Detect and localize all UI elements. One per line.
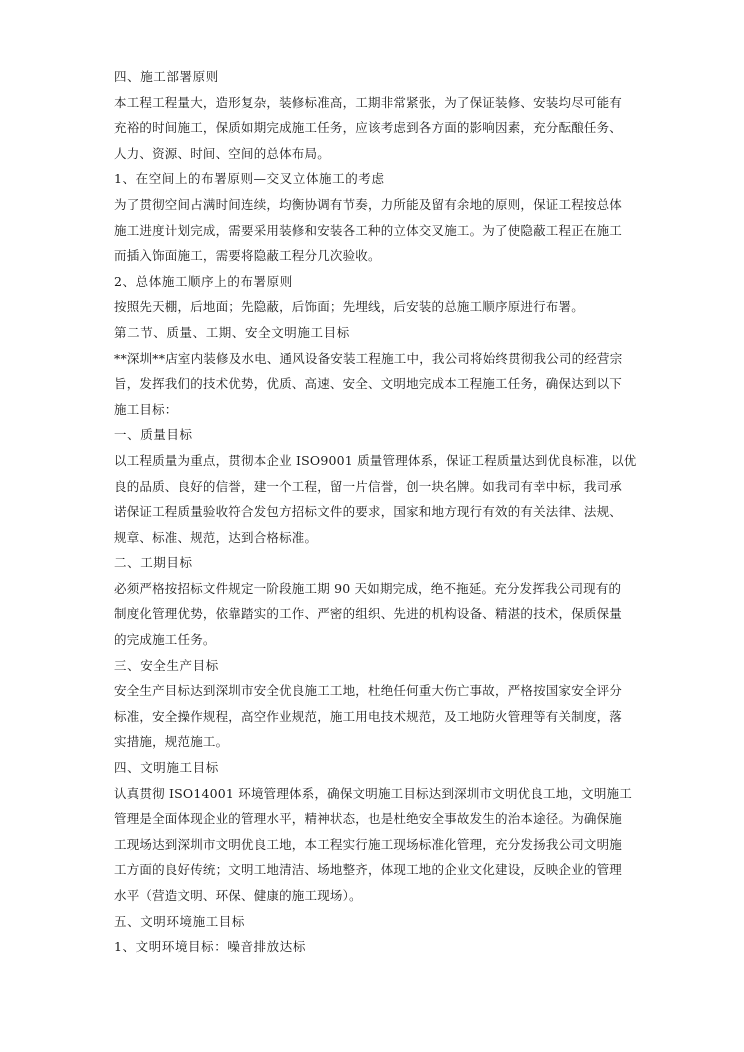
paragraph-line: 水平（营造文明、环保、健康的施工现场）。: [114, 888, 362, 903]
paragraph-line: 本工程工程量大，造形复杂，装修标准高，工期非常紧张，为了保证装修、安装均尽可能有: [114, 94, 623, 110]
paragraph-line: 工现场达到深圳市文明优良工地，本工程实行施工现场标准化管理，充分发扬我公司文明施: [114, 836, 623, 852]
paragraph-line: 旨，发挥我们的技术优势，优质、高速、安全、文明地完成本工程施工任务，确保达到以下: [114, 376, 623, 392]
paragraph-line: 为了贯彻空间占满时间连续，均衡协调有节奏，力所能及留有余地的原则，保证工程按总体: [114, 196, 623, 212]
paragraph-line: 安全生产目标达到深圳市安全优良施工工地，杜绝任何重大伤亡事故，严格按国家安全评分: [114, 683, 623, 699]
subheading-civilized-construction-target: 四、文明施工目标: [114, 760, 219, 776]
paragraph-line: 标准，安全操作规程，高空作业规范，施工用电技术规范，及工地防火管理等有关制度，落: [114, 708, 623, 724]
document-body: [114, 64, 646, 960]
paragraph-line: **深圳**店室内装修及水电、通风设备安装工程施工中，我公司将始终贯彻我公司的经营宗: [114, 350, 623, 366]
paragraph-line: 良的品质、良好的信誉，建一个工程，留一片信誉，创一块名牌。如我司有幸中标，我司承: [114, 478, 623, 494]
subheading-schedule-target: 二、工期目标: [114, 555, 193, 571]
paragraph-line: 而插入饰面施工，需要将隐蔽工程分几次验收。: [114, 248, 381, 264]
paragraph-line: 实措施，规范施工。: [114, 734, 229, 750]
section-heading-targets: 第二节、质量、工期、安全文明施工目标: [114, 324, 350, 340]
paragraph-line: 工方面的良好传统；文明工地清洁、场地整齐，体现工地的企业文化建设，反映企业的管理: [114, 862, 623, 878]
paragraph-line: 规章、标准、规范，达到合格标准。: [114, 529, 318, 545]
paragraph-line: 的完成施工任务。: [114, 632, 216, 648]
paragraph-line: 制度化管理优势，依靠踏实的工作、严密的组织、先进的机构设备、精湛的技术，保质保量: [114, 606, 623, 622]
paragraph-line: 诺保证工程质量验收符合发包方招标文件的要求，国家和地方现行有效的有关法律、法规、: [114, 504, 623, 520]
paragraph-line: 认真贯彻 ISO14001 环境管理体系，确保文明施工目标达到深圳市文明优良工地，文明施工: [114, 785, 632, 801]
subheading-sequence-principle: 2、总体施工顺序上的布署原则: [114, 273, 293, 289]
subheading-safety-target: 三、安全生产目标: [114, 657, 219, 673]
paragraph-line: 管理是全面体现企业的管理水平，精神状态，也是杜绝安全事故发生的治本途径。为确保施: [114, 811, 623, 827]
paragraph-line: 必须严格按招标文件规定一阶段施工期 90 天如期完成，绝不拖延。充分发挥我公司现有的: [114, 580, 622, 596]
paragraph-line: 施工进度计划完成，需要采用装修和安装各工种的立体交叉施工。为了使隐蔽工程正在施工: [114, 222, 623, 238]
subheading-noise-target: 1、文明环境目标：噪音排放达标: [114, 939, 306, 955]
paragraph-line: 充裕的时间施工，保质如期完成施工任务，应该考虑到各方面的影响因素，充分酝酿任务、: [114, 120, 623, 136]
paragraph-line: 以工程质量为重点，贯彻本企业 ISO9001 质量管理体系，保证工程质量达到优良标准，以优: [114, 452, 637, 468]
subheading-quality-target: 一、质量目标: [114, 427, 193, 443]
subheading-environment-target: 五、文明环境施工目标: [114, 913, 246, 929]
section-heading-deployment-principles: 四、施工部署原则: [114, 69, 219, 84]
paragraph-line: 施工目标：: [114, 401, 178, 417]
subheading-spatial-principle: 1、在空间上的布署原则—交叉立体施工的考虑: [114, 171, 385, 187]
paragraph-line: 按照先天棚，后地面；先隐蔽，后饰面；先埋线，后安装的总施工顺序原进行布署。: [114, 299, 584, 315]
paragraph-line: 人力、资源、时间、空间的总体布局。: [114, 145, 330, 161]
